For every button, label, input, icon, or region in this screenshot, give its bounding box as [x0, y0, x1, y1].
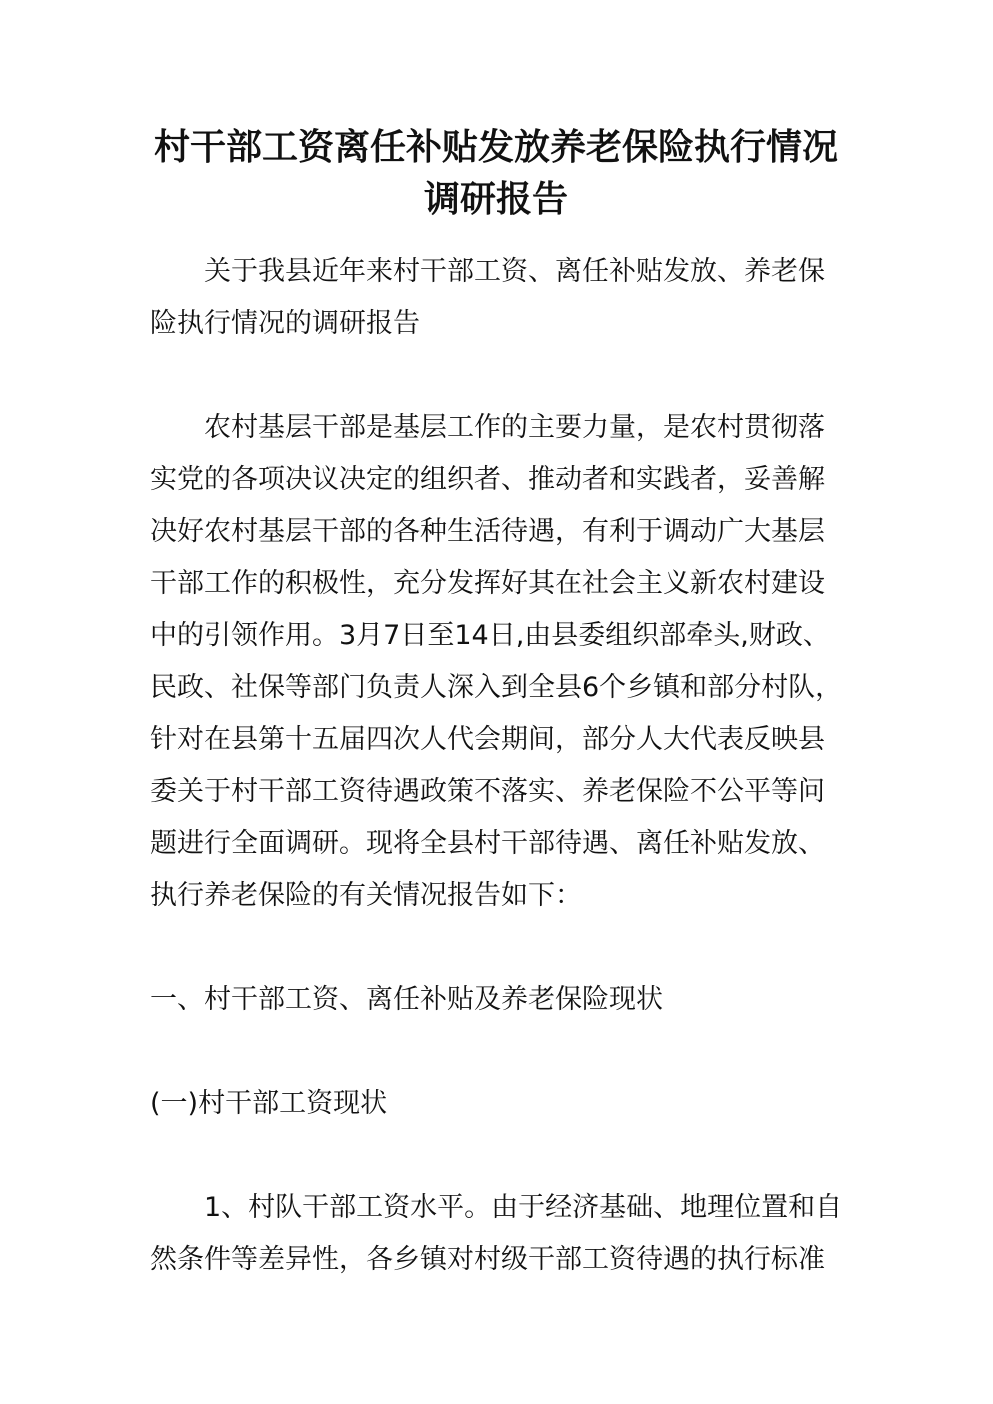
- paragraph-wage-level: 1、村队干部工资水平。由于经济基础、地理位置和自然条件等差异性，各乡镇对村级干部工资待遇的执行标准: [150, 1192, 843, 1275]
- paragraph-intro: 关于我县近年来村干部工资、离任补贴发放、养老保险执行情况的调研报告: [150, 256, 825, 339]
- subsection-heading-1: (一)村干部工资现状: [150, 1088, 388, 1119]
- document-title: 村干部工资离任补贴发放养老保险执行情况调研报告: [153, 127, 838, 220]
- paragraph-background: 农村基层干部是基层工作的主要力量，是农村贯彻落实党的各项决议决定的组织者、推动者和实践者，妥善解决好农村基层干部的各种生活待遇，有利于调动广大基层干部工作的积极性，充分发挥好其在社会主义新农村建设中的引领作用。3月7日至14日,由县委组织部牵头,财政、民政、社保等部门负责人深入到全县6个乡镇和部分村队，针对在县第十五届四次人代会期间，部分人大代表反映县委关于村干部工资待遇政策不落实、养老保险不公平等问题进行全面调研。现将全县村干部待遇、离任补贴发放、执行养老保险的有关情况报告如下：: [150, 412, 843, 911]
- section-heading-1: 一、村干部工资、离任补贴及养老保险现状: [150, 984, 663, 1015]
